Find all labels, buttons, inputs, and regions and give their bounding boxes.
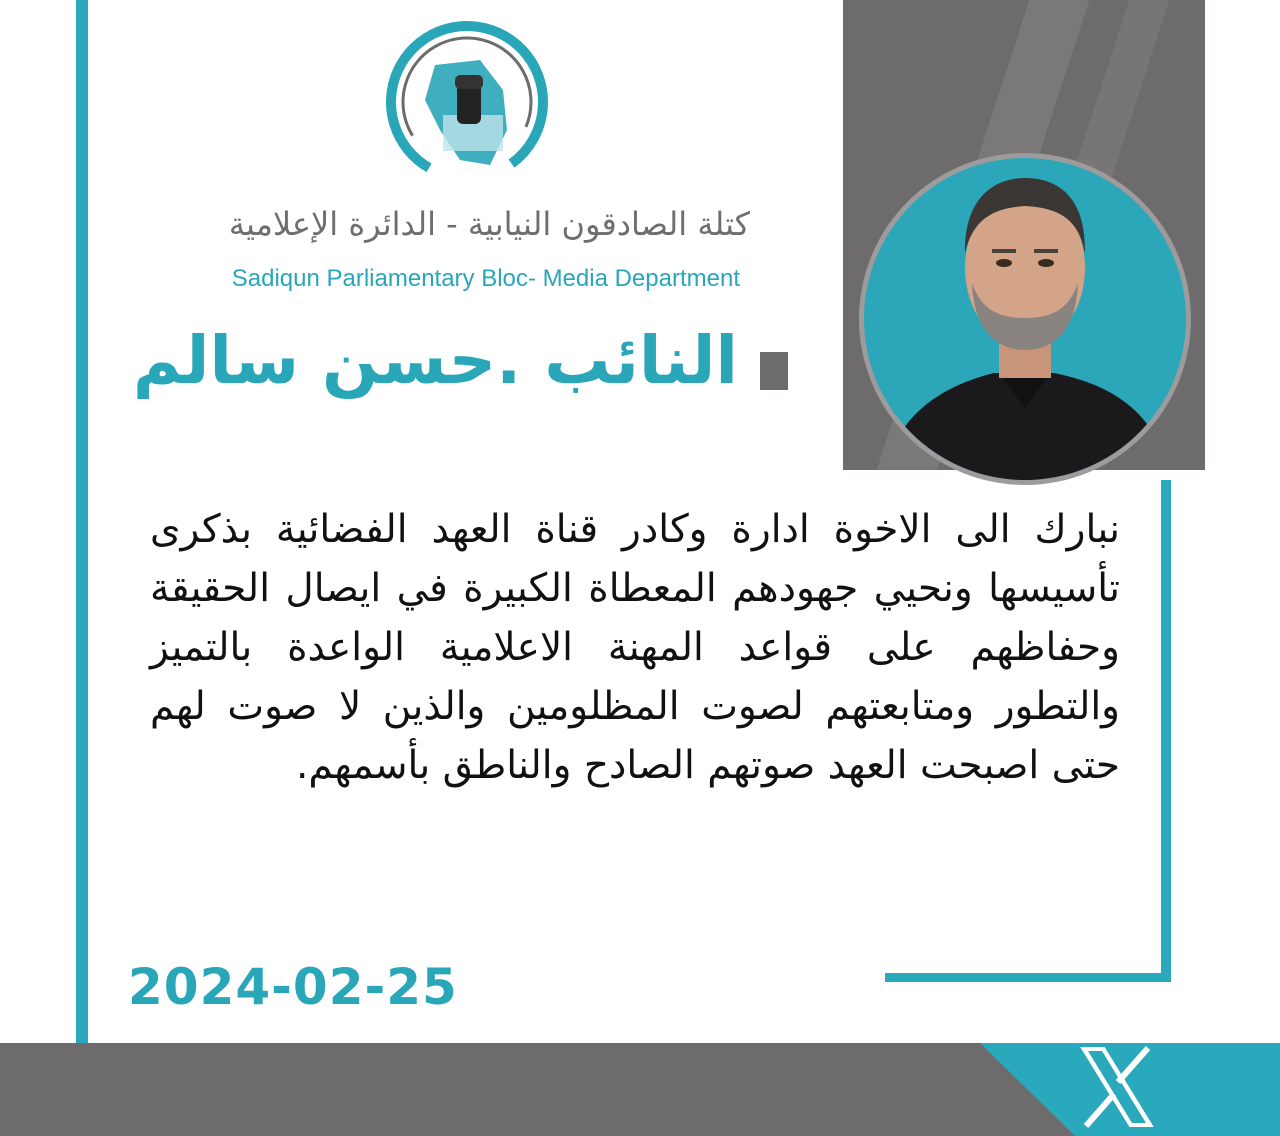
org-name-english: Sadiqun Parliamentary Bloc- Media Department [231, 265, 740, 292]
left-accent-bar [76, 0, 88, 1044]
person-name-row [132, 318, 800, 418]
portrait-photo [864, 158, 1186, 480]
frame-right-line [1161, 480, 1171, 982]
post-date: 2024-02-25 [128, 958, 458, 1016]
message-text: نبارك الى الاخوة ادارة وكادر قناة العهد الفضائية بذكرى تأسيسها ونحيي جهودهم المعطاة الكبيرة في ايصال الحقيقة وحفاظهم على قواعد المهنة الاعلامية الواعدة بالتميز والتطور ومتابعتهم لصوت المظلومين والذين لا صوت لهم حتى اصبحت العهد صوتهم الصادح والناطق بأسمهم. [150, 507, 1120, 788]
person-name: النائب .حسن سالم [132, 322, 738, 399]
bullet-square [760, 352, 788, 390]
org-name-arabic: كتلة الصادقون النيابية - الدائرة الإعلامية [228, 205, 750, 243]
frame-bottom-line [885, 973, 1171, 982]
sadiqun-logo [385, 20, 550, 185]
x-icon[interactable] [1078, 1046, 1156, 1128]
